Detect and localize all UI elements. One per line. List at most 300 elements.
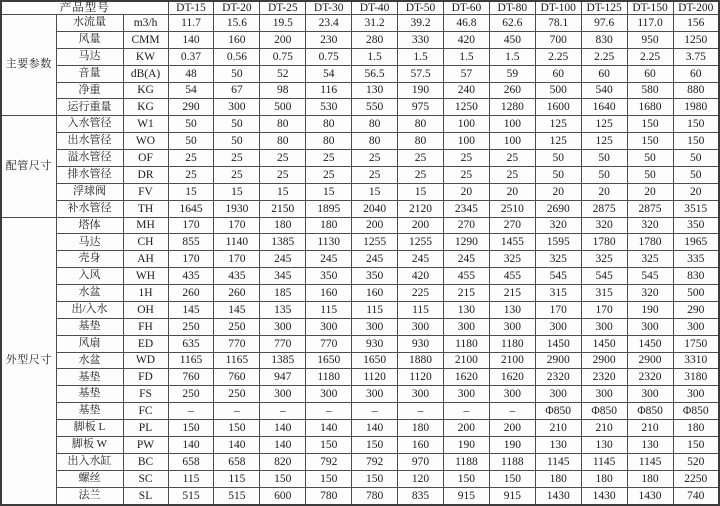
value-cell: 80 (306, 116, 352, 133)
value-cell: 2.25 (627, 48, 673, 65)
value-cell: 60 (581, 65, 627, 82)
value-cell: – (489, 403, 535, 420)
value-cell: 50 (627, 150, 673, 167)
product-model-header: 产品型号 (1, 1, 168, 15)
value-cell: – (214, 403, 260, 420)
value-cell: 2.25 (581, 48, 627, 65)
param-label-cell: 浮球阀 (56, 183, 123, 200)
value-cell: 1880 (398, 352, 444, 369)
value-cell: 350 (306, 268, 352, 285)
value-cell: 500 (673, 285, 719, 302)
value-cell: 1780 (627, 234, 673, 251)
table-row (1, 285, 719, 302)
value-cell: 820 (260, 453, 306, 470)
value-cell: 300 (673, 318, 719, 335)
value-cell: 1180 (489, 335, 535, 352)
value-cell: 140 (214, 436, 260, 453)
value-cell: 67 (214, 82, 260, 99)
value-cell: 180 (627, 470, 673, 487)
table-row (1, 116, 719, 133)
value-cell: 160 (306, 285, 352, 302)
param-label-cell: 塔体 (56, 217, 123, 234)
table-row (1, 200, 719, 217)
value-cell: 760 (168, 369, 214, 386)
value-cell: 97.6 (581, 15, 627, 32)
value-cell: 210 (581, 420, 627, 437)
value-cell: 2690 (535, 200, 581, 217)
value-cell: 830 (673, 268, 719, 285)
value-cell: – (168, 403, 214, 420)
table-row (1, 352, 719, 369)
value-cell: 3515 (673, 200, 719, 217)
value-cell: 1180 (443, 335, 489, 352)
value-cell: 830 (581, 31, 627, 48)
header-row (1, 1, 719, 15)
value-cell: 280 (352, 31, 398, 48)
value-cell: 0.56 (214, 48, 260, 65)
value-cell: 1120 (352, 369, 398, 386)
value-cell: 170 (168, 251, 214, 268)
value-cell: 120 (398, 470, 444, 487)
value-cell: 1620 (489, 369, 535, 386)
value-cell: 200 (398, 217, 444, 234)
value-cell: 1595 (535, 234, 581, 251)
value-cell: 515 (168, 487, 214, 505)
value-cell: 250 (168, 318, 214, 335)
value-cell: 290 (168, 99, 214, 116)
param-code-cell: CH (123, 234, 168, 251)
param-label-cell: 风扇 (56, 335, 123, 352)
value-cell: 15 (260, 183, 306, 200)
value-cell: 20 (489, 183, 535, 200)
value-cell: 975 (398, 99, 444, 116)
value-cell: 50 (673, 166, 719, 183)
value-cell: 1120 (398, 369, 444, 386)
value-cell: 80 (352, 116, 398, 133)
param-code-cell: CMM (123, 31, 168, 48)
value-cell: 780 (352, 487, 398, 505)
value-cell: 2100 (443, 352, 489, 369)
value-cell: – (260, 403, 306, 420)
value-cell: 59 (489, 65, 535, 82)
value-cell: Φ850 (627, 403, 673, 420)
value-cell: 160 (352, 285, 398, 302)
value-cell: 170 (535, 301, 581, 318)
value-cell: 1780 (581, 234, 627, 251)
value-cell: 970 (398, 453, 444, 470)
value-cell: 180 (535, 470, 581, 487)
value-cell: 2120 (398, 200, 444, 217)
value-cell: 1385 (260, 352, 306, 369)
value-cell: 500 (535, 82, 581, 99)
param-label-cell: 螺丝 (56, 470, 123, 487)
value-cell: 150 (673, 436, 719, 453)
value-cell: 23.4 (306, 15, 352, 32)
value-cell: 25 (306, 150, 352, 167)
value-cell: 145 (168, 301, 214, 318)
value-cell: 135 (260, 301, 306, 318)
value-cell: 39.2 (398, 15, 444, 32)
value-cell: 20 (443, 183, 489, 200)
value-cell: 150 (627, 133, 673, 150)
param-code-cell: m3/h (123, 15, 168, 32)
value-cell: 56.5 (352, 65, 398, 82)
value-cell: 48 (168, 65, 214, 82)
value-cell: 780 (306, 487, 352, 505)
value-cell: 3.75 (673, 48, 719, 65)
param-label-cell: 出水管径 (56, 133, 123, 150)
param-code-cell: SL (123, 487, 168, 505)
param-label-cell: 马达 (56, 234, 123, 251)
value-cell: 1.5 (443, 48, 489, 65)
value-cell: 1130 (306, 234, 352, 251)
value-cell: 300 (398, 318, 444, 335)
param-label-cell: 入风 (56, 268, 123, 285)
value-cell: 600 (260, 487, 306, 505)
param-label-cell: 补水管径 (56, 200, 123, 217)
value-cell: 1450 (535, 335, 581, 352)
value-cell: 140 (306, 420, 352, 437)
value-cell: 25 (260, 166, 306, 183)
value-cell: 1980 (673, 99, 719, 116)
value-cell: 947 (260, 369, 306, 386)
value-cell: 200 (489, 420, 535, 437)
param-label-cell: 水流量 (56, 15, 123, 32)
value-cell: 25 (214, 166, 260, 183)
param-code-cell: SC (123, 470, 168, 487)
param-code-cell: OH (123, 301, 168, 318)
table-row (1, 436, 719, 453)
value-cell: 245 (352, 251, 398, 268)
table-row (1, 31, 719, 48)
value-cell: 210 (535, 420, 581, 437)
table-row (1, 487, 719, 505)
value-cell: 1280 (489, 99, 535, 116)
value-cell: 835 (398, 487, 444, 505)
value-cell: 140 (168, 31, 214, 48)
param-label-cell: 净重 (56, 82, 123, 99)
value-cell: 54 (168, 82, 214, 99)
param-label-cell: 马达 (56, 48, 123, 65)
value-cell: 300 (627, 386, 673, 403)
value-cell: 420 (443, 31, 489, 48)
table-row (1, 335, 719, 352)
value-cell: 100 (489, 116, 535, 133)
value-cell: 50 (581, 166, 627, 183)
value-cell: 200 (443, 420, 489, 437)
value-cell: 2320 (627, 369, 673, 386)
value-cell: 880 (673, 82, 719, 99)
value-cell: 325 (581, 251, 627, 268)
value-cell: 19.5 (260, 15, 306, 32)
value-cell: 250 (214, 386, 260, 403)
value-cell: 545 (627, 268, 673, 285)
param-code-cell: 1H (123, 285, 168, 302)
value-cell: 150 (352, 470, 398, 487)
param-code-cell: WD (123, 352, 168, 369)
param-label-cell: 基垫 (56, 369, 123, 386)
value-cell: 320 (627, 217, 673, 234)
value-cell: 80 (398, 116, 444, 133)
value-cell: 100 (443, 116, 489, 133)
param-label-cell: 基垫 (56, 318, 123, 335)
value-cell: 115 (306, 301, 352, 318)
value-cell: 180 (398, 420, 444, 437)
value-cell: 300 (581, 386, 627, 403)
value-cell: 80 (260, 133, 306, 150)
value-cell: 1895 (306, 200, 352, 217)
table-row (1, 133, 719, 150)
param-code-cell: dB(A) (123, 65, 168, 82)
value-cell: 190 (489, 436, 535, 453)
value-cell: 2345 (443, 200, 489, 217)
value-cell: 15 (352, 183, 398, 200)
param-code-cell: DR (123, 166, 168, 183)
value-cell: 25 (352, 150, 398, 167)
value-cell: 300 (489, 318, 535, 335)
value-cell: 1.5 (352, 48, 398, 65)
value-cell: 140 (260, 436, 306, 453)
value-cell: 11.7 (168, 15, 214, 32)
value-cell: 350 (352, 268, 398, 285)
value-cell: 150 (627, 116, 673, 133)
param-code-cell: TH (123, 200, 168, 217)
value-cell: 325 (535, 251, 581, 268)
table-row (1, 268, 719, 285)
value-cell: 1620 (443, 369, 489, 386)
value-cell: 1450 (581, 335, 627, 352)
value-cell: 25 (443, 150, 489, 167)
value-cell: 130 (627, 436, 673, 453)
value-cell: 50 (627, 166, 673, 183)
value-cell: 1965 (673, 234, 719, 251)
value-cell: 435 (168, 268, 214, 285)
value-cell: 1165 (168, 352, 214, 369)
table-row (1, 99, 719, 116)
table-row (1, 251, 719, 268)
value-cell: 130 (581, 436, 627, 453)
value-cell: 330 (398, 31, 444, 48)
value-cell: 1145 (535, 453, 581, 470)
value-cell: 1140 (214, 234, 260, 251)
value-cell: 25 (352, 166, 398, 183)
value-cell: 420 (398, 268, 444, 285)
table-row (1, 386, 719, 403)
value-cell: 80 (398, 133, 444, 150)
value-cell: 140 (168, 436, 214, 453)
value-cell: 20 (535, 183, 581, 200)
value-cell: 98 (260, 82, 306, 99)
value-cell: 150 (214, 420, 260, 437)
value-cell: 180 (260, 217, 306, 234)
value-cell: – (443, 403, 489, 420)
value-cell: 1650 (306, 352, 352, 369)
value-cell: 150 (489, 470, 535, 487)
value-cell: 156 (673, 15, 719, 32)
param-label-cell: 水盆 (56, 285, 123, 302)
value-cell: 25 (168, 166, 214, 183)
table-row (1, 150, 719, 167)
value-cell: 250 (214, 318, 260, 335)
value-cell: 100 (443, 133, 489, 150)
value-cell: 150 (443, 470, 489, 487)
value-cell: 50 (214, 133, 260, 150)
value-cell: 60 (627, 65, 673, 82)
value-cell: 270 (489, 217, 535, 234)
value-cell: 20 (581, 183, 627, 200)
param-code-cell: W1 (123, 116, 168, 133)
value-cell: 1145 (581, 453, 627, 470)
value-cell: 1750 (673, 335, 719, 352)
value-cell: 1450 (627, 335, 673, 352)
value-cell: – (398, 403, 444, 420)
value-cell: 2.25 (535, 48, 581, 65)
value-cell: 1600 (535, 99, 581, 116)
group-label-cell: 配管尺寸 (1, 116, 56, 217)
value-cell: 150 (306, 436, 352, 453)
value-cell: 580 (627, 82, 673, 99)
value-cell: 180 (673, 420, 719, 437)
value-cell: 1188 (443, 453, 489, 470)
value-cell: 245 (398, 251, 444, 268)
value-cell: 1255 (352, 234, 398, 251)
param-label-cell: 出入水缸 (56, 453, 123, 470)
value-cell: 130 (443, 301, 489, 318)
value-cell: 300 (489, 386, 535, 403)
value-cell: 950 (627, 31, 673, 48)
value-cell: 170 (214, 251, 260, 268)
value-cell: 0.75 (306, 48, 352, 65)
value-cell: 46.8 (443, 15, 489, 32)
value-cell: 50 (581, 150, 627, 167)
value-cell: 2900 (535, 352, 581, 369)
param-code-cell: OF (123, 150, 168, 167)
value-cell: 300 (260, 318, 306, 335)
value-cell: 15 (214, 183, 260, 200)
param-label-cell: 基垫 (56, 386, 123, 403)
value-cell: 50 (168, 116, 214, 133)
value-cell: 250 (168, 386, 214, 403)
value-cell: 15 (168, 183, 214, 200)
value-cell: 1650 (352, 352, 398, 369)
value-cell: 245 (260, 251, 306, 268)
value-cell: 115 (168, 470, 214, 487)
param-label-cell: 水盆 (56, 352, 123, 369)
param-label-cell: 溢水管径 (56, 150, 123, 167)
value-cell: 2510 (489, 200, 535, 217)
param-code-cell: FV (123, 183, 168, 200)
value-cell: 855 (168, 234, 214, 251)
value-cell: 740 (673, 487, 719, 505)
model-header: DT-60 (443, 1, 489, 15)
value-cell: 25 (306, 166, 352, 183)
value-cell: 125 (581, 116, 627, 133)
param-code-cell: WO (123, 133, 168, 150)
value-cell: 1455 (489, 234, 535, 251)
model-header: DT-15 (168, 1, 214, 15)
value-cell: 2100 (489, 352, 535, 369)
value-cell: 515 (214, 487, 260, 505)
value-cell: 25 (398, 150, 444, 167)
param-code-cell: PW (123, 436, 168, 453)
value-cell: 1930 (214, 200, 260, 217)
value-cell: 300 (260, 386, 306, 403)
value-cell: 52 (260, 65, 306, 82)
value-cell: 300 (306, 318, 352, 335)
value-cell: 300 (535, 386, 581, 403)
param-label-cell: 脚板 L (56, 420, 123, 437)
table-row (1, 48, 719, 65)
value-cell: 210 (627, 420, 673, 437)
value-cell: 290 (673, 301, 719, 318)
param-code-cell: ED (123, 335, 168, 352)
value-cell: 20 (627, 183, 673, 200)
value-cell: 57.5 (398, 65, 444, 82)
value-cell: – (306, 403, 352, 420)
table-row (1, 420, 719, 437)
value-cell: 335 (673, 251, 719, 268)
value-cell: 50 (535, 166, 581, 183)
param-code-cell: KG (123, 82, 168, 99)
value-cell: 130 (352, 82, 398, 99)
value-cell: 115 (352, 301, 398, 318)
table-row (1, 65, 719, 82)
value-cell: 1430 (535, 487, 581, 505)
model-header: DT-20 (214, 1, 260, 15)
value-cell: 2875 (627, 200, 673, 217)
value-cell: 792 (306, 453, 352, 470)
model-header: DT-40 (352, 1, 398, 15)
value-cell: 140 (260, 420, 306, 437)
value-cell: 930 (352, 335, 398, 352)
value-cell: 1290 (443, 234, 489, 251)
model-header: DT-30 (306, 1, 352, 15)
value-cell: 115 (398, 301, 444, 318)
value-cell: 3310 (673, 352, 719, 369)
value-cell: 230 (306, 31, 352, 48)
value-cell: 170 (168, 217, 214, 234)
value-cell: 80 (306, 133, 352, 150)
model-header: DT-25 (260, 1, 306, 15)
value-cell: 125 (535, 116, 581, 133)
value-cell: 1188 (489, 453, 535, 470)
value-cell: 150 (260, 470, 306, 487)
value-cell: 770 (306, 335, 352, 352)
value-cell: 15 (398, 183, 444, 200)
value-cell: 3180 (673, 369, 719, 386)
table-row (1, 15, 719, 32)
param-label-cell: 排水管径 (56, 166, 123, 183)
value-cell: 80 (352, 133, 398, 150)
group-label-cell: 主要参数 (1, 15, 56, 116)
value-cell: 770 (260, 335, 306, 352)
table-row (1, 183, 719, 200)
value-cell: 1145 (627, 453, 673, 470)
value-cell: 300 (214, 99, 260, 116)
param-code-cell: FD (123, 369, 168, 386)
value-cell: 930 (398, 335, 444, 352)
value-cell: 320 (581, 217, 627, 234)
param-code-cell: MH (123, 217, 168, 234)
value-cell: 50 (535, 150, 581, 167)
value-cell: 270 (443, 217, 489, 234)
value-cell: 0.37 (168, 48, 214, 65)
value-cell: 1430 (627, 487, 673, 505)
value-cell: 160 (398, 436, 444, 453)
value-cell: 115 (214, 470, 260, 487)
value-cell: 260 (214, 285, 260, 302)
value-cell: 25 (168, 150, 214, 167)
